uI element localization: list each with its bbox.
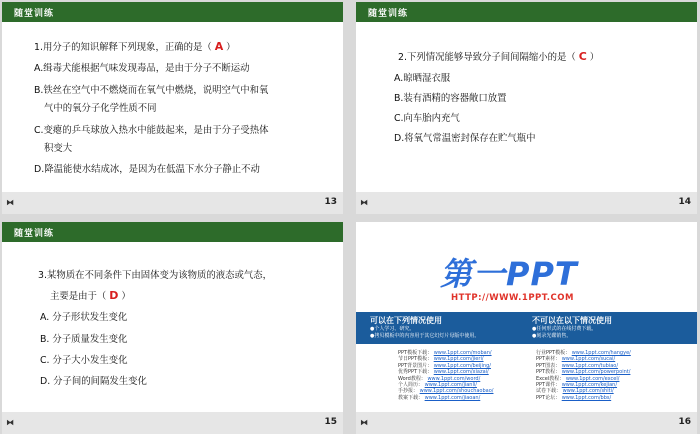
brand-logo [440, 255, 578, 293]
link-item[interactable]: 手抄报： www.1ppt.com/shouchaobao/ [398, 388, 494, 395]
option-line: B.铁丝在空气中不燃烧而在氧气中燃烧，说明空气中和氧 [34, 85, 269, 96]
question-line-continued: 主要是由于（ D ） [50, 289, 131, 302]
link-item[interactable]: 行业PPT模板： www.1ppt.com/hangye/ [536, 350, 631, 356]
brand-logo-text: 第一PPT [440, 255, 578, 293]
link-item[interactable]: PPT教程： www.1ppt.com/powerpoint/ [536, 369, 631, 376]
option-line: A.晾晒湿衣服 [394, 73, 451, 84]
link-item[interactable]: 教案下载： www.1ppt.com/jiaoan/ [398, 394, 481, 401]
question-line: 1.用分子的知识解释下列现象，正确的是（ A ） [34, 40, 236, 53]
link-list-left [398, 350, 493, 401]
link-item[interactable]: PPT背景图片： www.1ppt.com/beijing/ [398, 362, 491, 369]
link-item[interactable]: PPT论坛： www.1ppt.com/bbs/ [536, 394, 612, 401]
link-item[interactable]: 个人简历： www.1ppt.com/jianli/ [398, 382, 477, 389]
question-line: 2.下列情况能够导致分子间间隔缩小的是（ C ） [398, 50, 600, 63]
disallowed-usage: 不可以在以下情况使用 ●任何形式的在线付费下载。 ●刻录光碟销售。 [532, 316, 612, 339]
link-item[interactable]: Excel教程： www.1ppt.com/excel/ [536, 375, 620, 382]
option-line-continued: 积变大 [44, 143, 73, 154]
slide-thumbnail-16[interactable] [356, 222, 697, 434]
slide-header-title: 随堂训练 [14, 229, 55, 239]
allowed-usage: 可以在下列情况使用 ●个人学习、研究。 ●拷贝模板中的内容用于其它幻灯片母版中使用。 [370, 316, 480, 339]
option-line: A. 分子形状发生变化 [40, 312, 128, 323]
link-item[interactable]: 节日PPT模板： www.1ppt.com/jieri/ [398, 356, 484, 363]
brand-url[interactable]: HTTP://WWW.1PPT.COM [451, 293, 574, 303]
link-item[interactable]: PPT课件： www.1ppt.com/kejian/ [536, 382, 618, 389]
link-list-right [536, 350, 631, 401]
link-item[interactable]: PPT模板下载： www.1ppt.com/moban/ [398, 350, 492, 356]
slide-nav-icon[interactable]: ⧓ [360, 198, 368, 207]
option-line: D. 分子间的间隔发生变化 [40, 376, 147, 387]
slide-number: 13 [324, 197, 337, 207]
slide-thumbnail-14[interactable] [356, 2, 697, 214]
link-item[interactable]: 试卷下载： www.1ppt.com/shiti/ [536, 388, 614, 395]
slide-header-bar [2, 2, 343, 22]
slide-footer [2, 192, 343, 214]
option-line: D.降温能使水结成冰，是因为在低温下水分子静止不动 [34, 164, 260, 175]
link-item[interactable]: PPT素材： www.1ppt.com/sucai/ [536, 356, 616, 363]
answer-mark: A [214, 40, 224, 53]
link-item[interactable]: 优秀PPT下载： www.1ppt.com/xiazai/ [398, 369, 489, 376]
option-line: C. 分子大小发生变化 [40, 355, 128, 366]
link-item[interactable]: Word教程： www.1ppt.com/word/ [398, 375, 481, 382]
slide-thumbnail-13[interactable] [2, 2, 343, 214]
slide-number: 14 [678, 197, 691, 207]
slide-footer [2, 412, 343, 434]
slide-header-title: 随堂训练 [14, 9, 55, 19]
slide-header-bar [356, 2, 697, 22]
slide-nav-icon[interactable]: ⧓ [6, 198, 14, 207]
slide-thumbnail-15[interactable] [2, 222, 343, 434]
link-item[interactable]: PPT图表： www.1ppt.com/tubiao/ [536, 362, 619, 369]
option-line: D.将氧气常温密封保存在贮气瓶中 [394, 133, 536, 144]
option-line-continued: 气中的氧分子化学性质不同 [44, 103, 157, 114]
slide-number: 16 [678, 417, 691, 427]
answer-mark: D [109, 289, 119, 302]
slide-nav-icon[interactable]: ⧓ [360, 418, 368, 427]
option-line: A.缉毒犬能根据气味发现毒品，是由于分子不断运动 [34, 63, 250, 74]
answer-mark: C [578, 50, 587, 63]
slide-header-title: 随堂训练 [368, 9, 409, 19]
option-line: C.变瘪的乒乓球放入热水中能鼓起来，是由于分子受热体 [34, 125, 269, 136]
option-line: B.装有酒精的容器敞口放置 [394, 93, 507, 104]
slide-footer [356, 192, 697, 214]
slide-number: 15 [324, 417, 337, 427]
slide-footer [356, 412, 697, 434]
slide-header-bar [2, 222, 343, 242]
usage-terms-band [356, 312, 697, 344]
option-line: C.向车胎内充气 [394, 113, 460, 124]
option-line: B. 分子质量发生变化 [40, 334, 128, 345]
slide-nav-icon[interactable]: ⧓ [6, 418, 14, 427]
question-line: 3.某物质在不同条件下由固体变为该物质的液态或气态， [38, 270, 272, 281]
